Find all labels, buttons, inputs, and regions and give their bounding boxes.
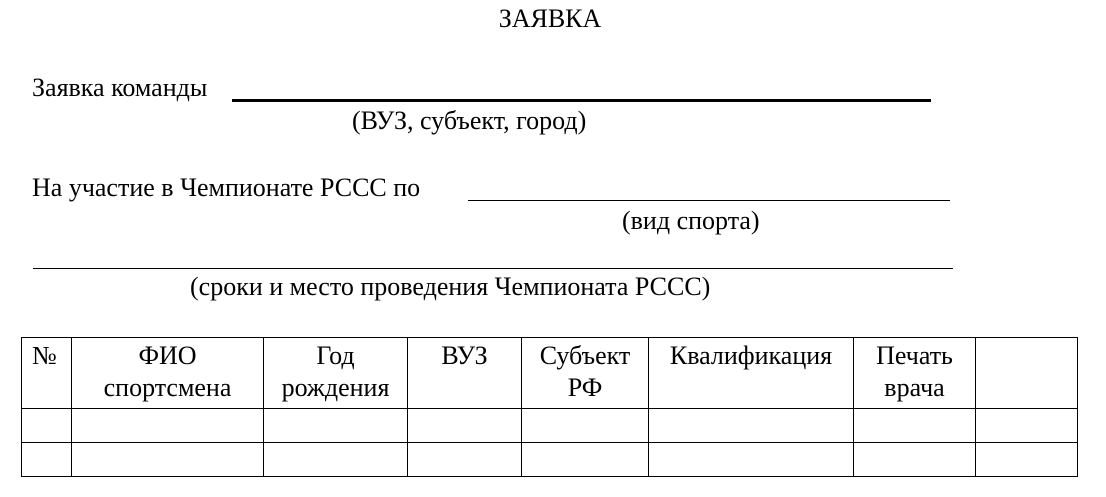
sport-underline[interactable] [468, 200, 950, 201]
header-extra [976, 338, 1078, 409]
table-cell[interactable] [22, 409, 72, 443]
participants-table [21, 337, 1078, 477]
table-cell[interactable] [649, 409, 854, 443]
table-cell[interactable] [649, 443, 854, 477]
dates-hint: (сроки и место проведения Чемпионата РССС) [190, 272, 711, 301]
dates-underline[interactable] [33, 268, 953, 269]
table-cell[interactable] [976, 443, 1078, 477]
table-cell[interactable] [522, 443, 649, 477]
table-cell[interactable] [854, 409, 976, 443]
header-birth-year: Год рождения [264, 338, 408, 409]
table-cell[interactable] [22, 443, 72, 477]
sport-hint: (вид спорта) [622, 206, 760, 235]
header-qualification: Квалификация [649, 338, 854, 409]
team-hint: (ВУЗ, субъект, город) [352, 106, 587, 135]
table-cell[interactable] [976, 409, 1078, 443]
table-row [22, 409, 1078, 443]
header-university: ВУЗ [408, 338, 522, 409]
table-cell[interactable] [72, 443, 264, 477]
header-number: № [22, 338, 72, 409]
table-cell[interactable] [522, 409, 649, 443]
table-header-row [22, 338, 1078, 409]
table-cell[interactable] [72, 409, 264, 443]
table-cell[interactable] [408, 409, 522, 443]
participation-label: На участие в Чемпионате РССС по [32, 173, 421, 202]
table-row [22, 443, 1078, 477]
table-cell[interactable] [264, 409, 408, 443]
header-full-name: ФИО спортсмена [72, 338, 264, 409]
team-underline[interactable] [232, 99, 931, 102]
header-doctor-stamp: Печать врача [854, 338, 976, 409]
header-region: Субъект РФ [522, 338, 649, 409]
table-cell[interactable] [408, 443, 522, 477]
team-label: Заявка команды [32, 73, 208, 102]
table-cell[interactable] [854, 443, 976, 477]
form-title: ЗАЯВКА [498, 4, 602, 33]
table-cell[interactable] [264, 443, 408, 477]
